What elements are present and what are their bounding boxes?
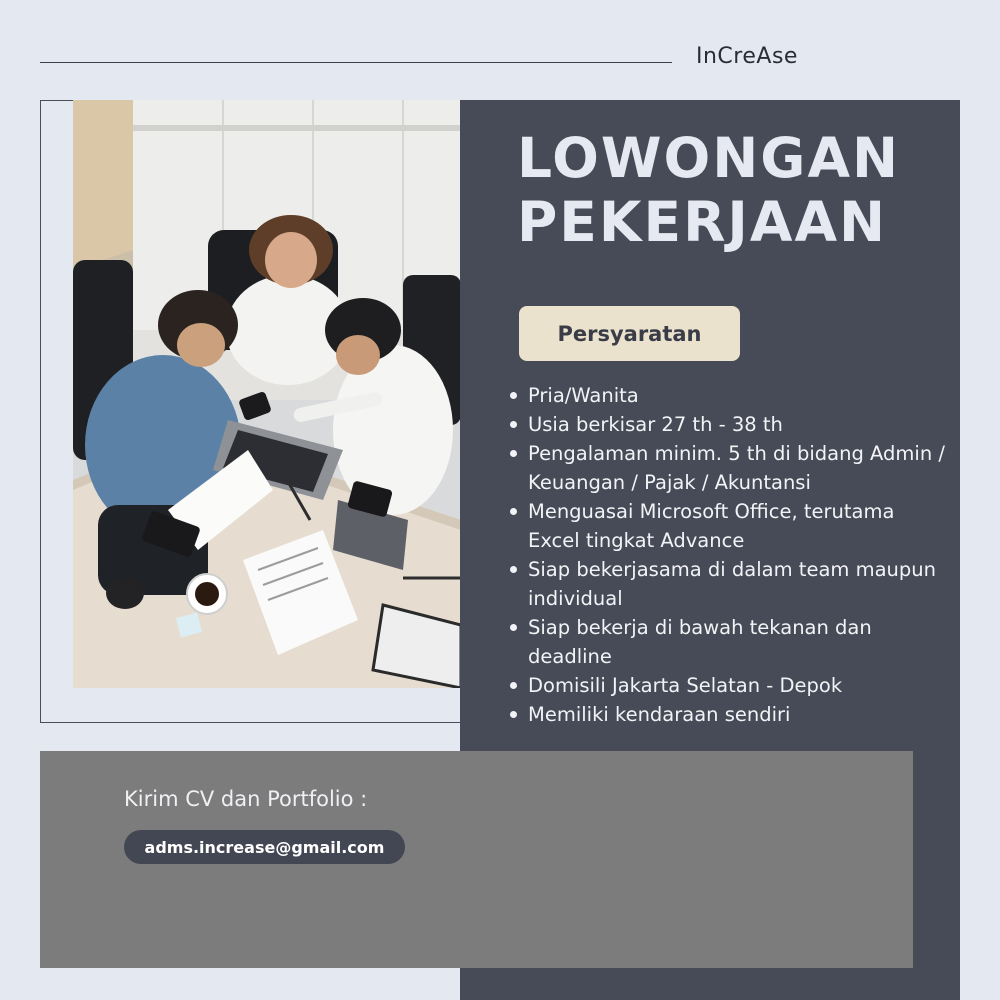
bullet-icon <box>510 682 517 689</box>
requirement-text: Memiliki kendaraan sendiri <box>528 703 791 726</box>
list-item <box>506 700 946 729</box>
requirement-text: Pria/Wanita <box>528 384 639 407</box>
page-title <box>517 126 900 254</box>
requirement-text: Siap bekerja di bawah tekanan dan deadline <box>528 616 872 668</box>
bullet-icon <box>510 711 517 718</box>
list-item <box>506 671 946 700</box>
team-meeting-photo <box>73 100 461 688</box>
bullet-icon <box>510 450 517 457</box>
list-item <box>506 497 946 555</box>
email-link[interactable]: adms.increase@gmail.com <box>124 830 405 864</box>
list-item <box>506 613 946 671</box>
bullet-icon <box>510 624 517 631</box>
requirements-heading: Persyaratan <box>519 306 740 361</box>
bullet-icon <box>510 421 517 428</box>
bullet-icon <box>510 392 517 399</box>
title-line-1: LOWONGAN <box>517 126 901 190</box>
requirement-text: Usia berkisar 27 th - 38 th <box>528 413 783 436</box>
requirement-text: Menguasai Microsoft Office, terutama Excel tingkat Advance <box>528 500 895 552</box>
list-item <box>506 439 946 497</box>
requirements-list <box>506 381 946 729</box>
list-item <box>506 410 946 439</box>
requirement-text: Siap bekerjasama di dalam team maupun individual <box>528 558 936 610</box>
brand-name: InCreAse <box>696 44 798 69</box>
title-line-2: PEKERJAAN <box>517 190 888 254</box>
requirement-text: Domisili Jakarta Selatan - Depok <box>528 674 843 697</box>
requirement-text: Pengalaman minim. 5 th di bidang Admin / Keuangan / Pajak / Akuntansi <box>528 442 945 494</box>
header-divider <box>40 62 672 63</box>
list-item <box>506 555 946 613</box>
bullet-icon <box>510 508 517 515</box>
contact-label: Kirim CV dan Portfolio : <box>124 787 368 811</box>
bullet-icon <box>510 566 517 573</box>
list-item <box>506 381 946 410</box>
